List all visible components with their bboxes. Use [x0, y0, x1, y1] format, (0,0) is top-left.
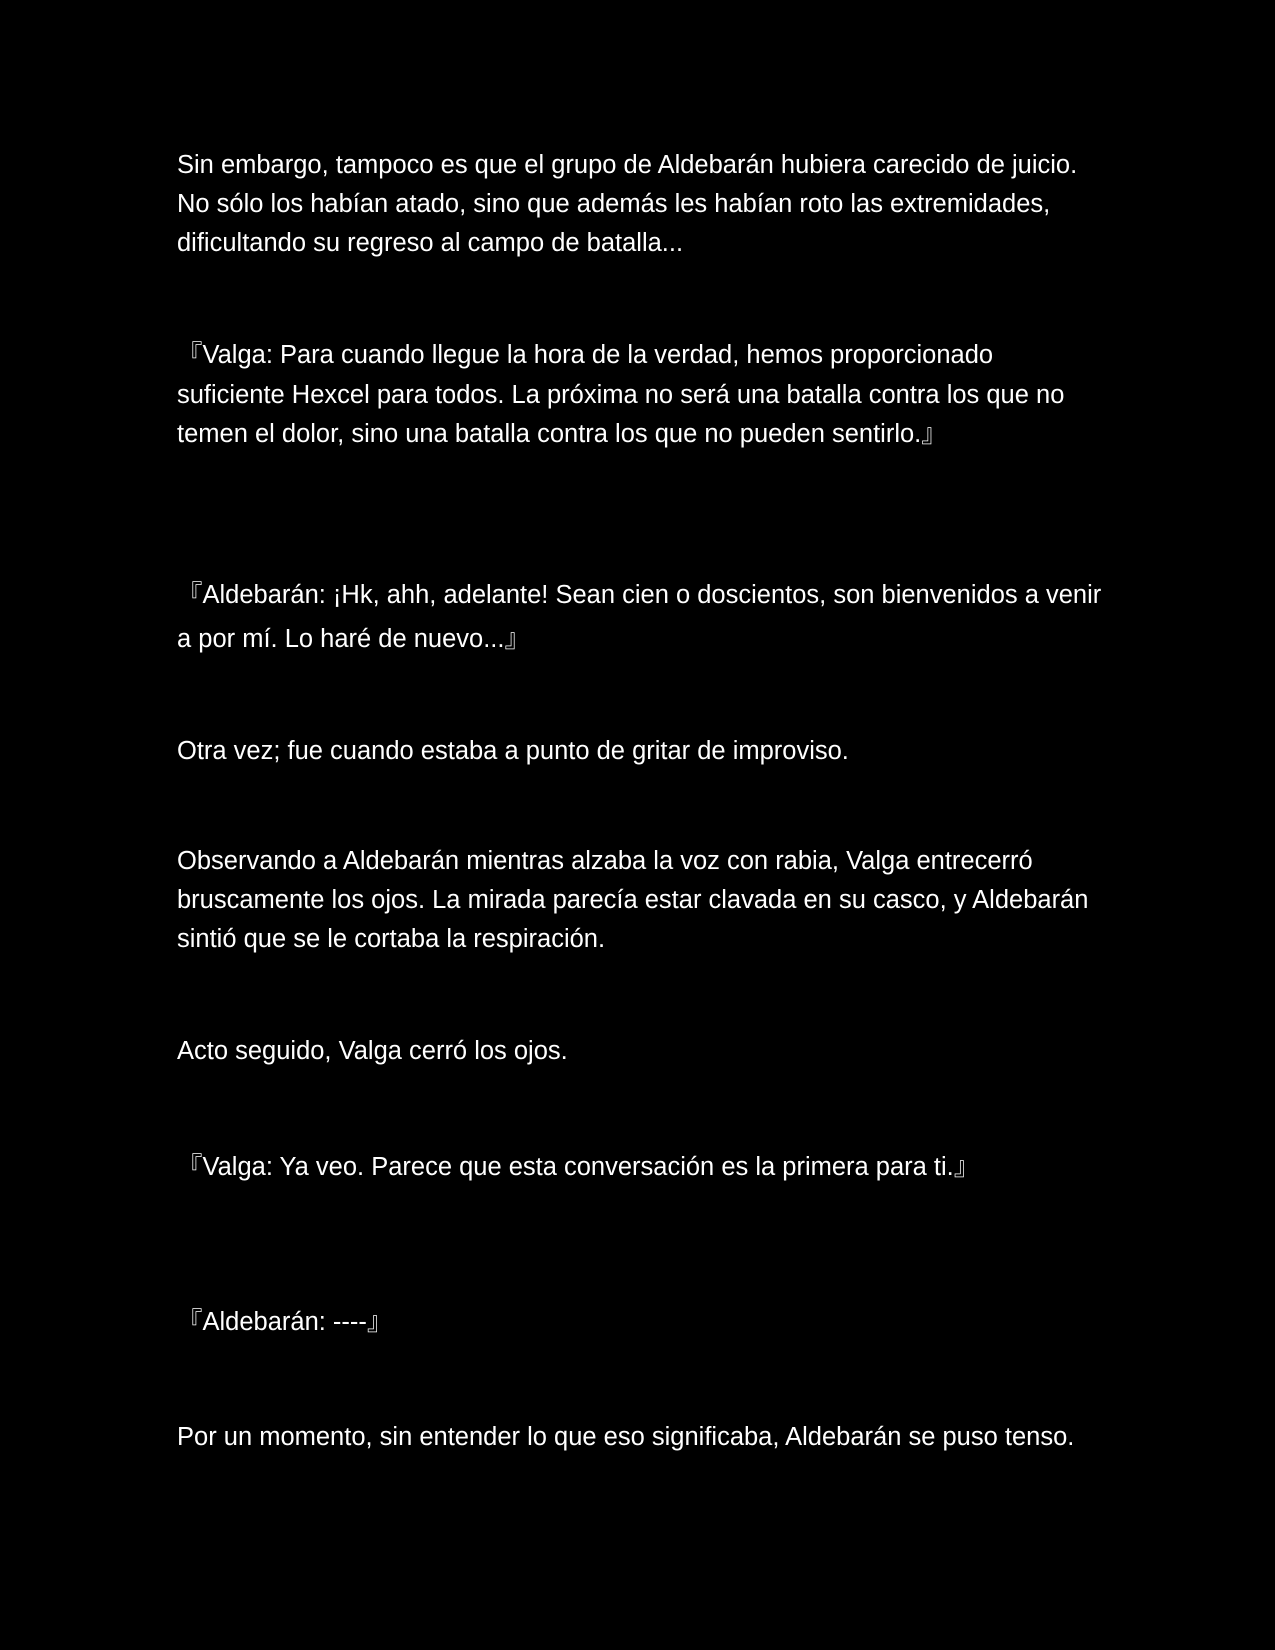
paragraph-narration-5: Por un momento, sin entender lo que eso significaba, Aldebarán se puso tenso.: [177, 1423, 1075, 1451]
paragraph-narration-4: Acto seguido, Valga cerró los ojos.: [177, 1037, 568, 1065]
paragraph-narration-2: Otra vez; fue cuando estaba a punto de gritar de improviso.: [177, 737, 849, 765]
paragraph-dialogue-valga-2: 『Valga: Ya veo. Parece que esta conversación es la primera para ti.』: [177, 1153, 980, 1181]
paragraph-dialogue-aldebaran-1: 『Aldebarán: ¡Hk, ahh, adelante! Sean cien o doscientos, son bienvenidos a venir a por mí. Lo haré de nuevo...』: [177, 581, 1102, 653]
paragraph-dialogue-aldebaran-2: 『Aldebarán: ----』: [177, 1308, 393, 1336]
paragraph-narration-1: Sin embargo, tampoco es que el grupo de Aldebarán hubiera carecido de juicio. No sólo los habían atado, sino que además les habían roto las extremidades, dificultando su regreso al campo de batalla...: [177, 151, 1078, 257]
paragraph-dialogue-valga-1: 『Valga: Para cuando llegue la hora de la verdad, hemos proporcionado suficiente Hexcel para todos. La próxima no será una batalla contra los que no temen el dolor, sino una batalla contra los que no pueden sentirlo.』: [177, 341, 1065, 448]
paragraph-narration-3: Observando a Aldebarán mientras alzaba la voz con rabia, Valga entrecerró bruscamente los ojos. La mirada parecía estar clavada en su casco, y Aldebarán sintió que se le cortaba la respiración.: [177, 847, 1089, 953]
